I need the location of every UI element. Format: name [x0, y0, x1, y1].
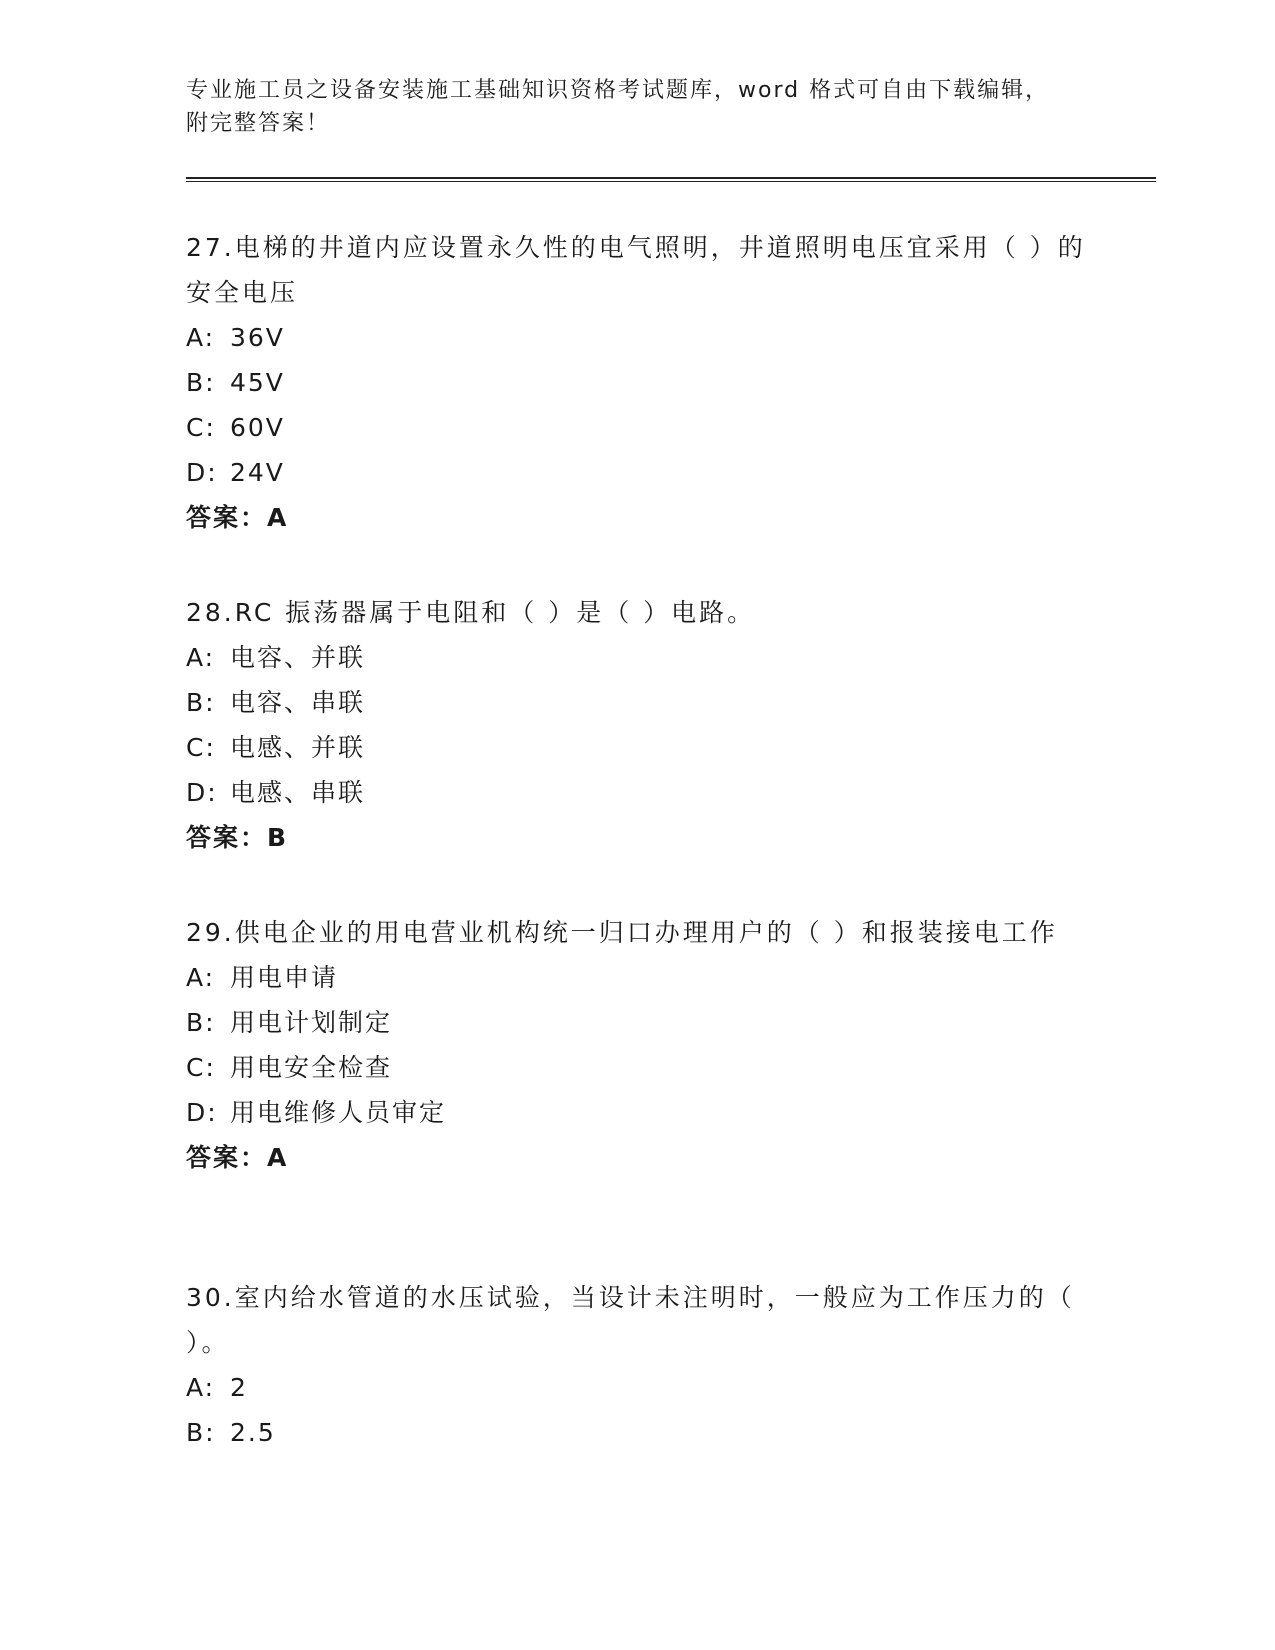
option-b — [186, 1000, 1086, 1045]
answer-line — [186, 1135, 1086, 1180]
option-text: 2.5 — [230, 1418, 276, 1447]
option-text: 电感、串联 — [230, 778, 366, 807]
answer-label: 答案： — [186, 503, 268, 532]
question-27 — [186, 225, 1086, 540]
option-text: 24V — [230, 458, 285, 487]
option-text: 36V — [230, 323, 285, 352]
answer-label: 答案： — [186, 1143, 268, 1172]
answer-value: A — [267, 503, 289, 532]
option-c — [186, 725, 1086, 770]
option-key: B: — [186, 368, 216, 397]
option-key: C: — [186, 733, 216, 762]
header-line-1: 专业施工员之设备安装施工基础知识资格考试题库，word 格式可自由下载编辑， — [186, 78, 1050, 103]
answer-line — [186, 815, 1086, 860]
option-key: C: — [186, 413, 216, 442]
option-key: A: — [186, 643, 216, 672]
option-a — [186, 1365, 1086, 1410]
option-text: 60V — [230, 413, 285, 442]
option-key: A: — [186, 963, 216, 992]
question-stem: 30.室内给水管道的水压试验，当设计未注明时，一般应为工作压力的（ ）。 — [186, 1283, 1075, 1357]
option-text: 用电计划制定 — [230, 1008, 393, 1037]
question-30 — [186, 1275, 1086, 1455]
option-d — [186, 1090, 1086, 1135]
answer-label: 答案： — [186, 823, 268, 852]
header-divider — [186, 177, 1156, 182]
document-header — [186, 74, 1106, 140]
option-d — [186, 450, 1086, 495]
option-key: C: — [186, 1053, 216, 1082]
question-28 — [186, 590, 1086, 860]
question-stem: 29.供电企业的用电营业机构统一归口办理用户的（ ）和报装接电工作 — [186, 918, 1058, 947]
option-key: B: — [186, 1418, 216, 1447]
option-a — [186, 955, 1086, 1000]
answer-line — [186, 495, 1086, 540]
option-key: B: — [186, 1008, 216, 1037]
option-b — [186, 680, 1086, 725]
option-c — [186, 405, 1086, 450]
option-d — [186, 770, 1086, 815]
question-stem: 27.电梯的井道内应设置永久性的电气照明，井道照明电压宜采用（ ）的安全电压 — [186, 233, 1086, 307]
option-key: D: — [186, 458, 218, 487]
option-text: 用电安全检查 — [230, 1053, 393, 1082]
option-b — [186, 360, 1086, 405]
option-a — [186, 635, 1086, 680]
option-text: 电容、串联 — [230, 688, 366, 717]
option-a — [186, 315, 1086, 360]
option-key: A: — [186, 1373, 216, 1402]
option-b — [186, 1410, 1086, 1455]
option-text: 电感、并联 — [230, 733, 366, 762]
option-text: 45V — [230, 368, 285, 397]
option-c — [186, 1045, 1086, 1090]
option-key: D: — [186, 778, 218, 807]
option-text: 用电维修人员审定 — [230, 1098, 447, 1127]
option-text: 电容、并联 — [230, 643, 366, 672]
question-stem: 28.RC 振荡器属于电阻和（ ）是（ ）电路。 — [186, 598, 756, 627]
option-key: B: — [186, 688, 216, 717]
question-29 — [186, 910, 1086, 1180]
option-key: A: — [186, 323, 216, 352]
option-text: 用电申请 — [230, 963, 339, 992]
option-key: D: — [186, 1098, 218, 1127]
option-text: 2 — [230, 1373, 248, 1402]
answer-value: A — [267, 1143, 289, 1172]
answer-value: B — [267, 823, 289, 852]
header-line-2: 附完整答案！ — [186, 111, 331, 136]
